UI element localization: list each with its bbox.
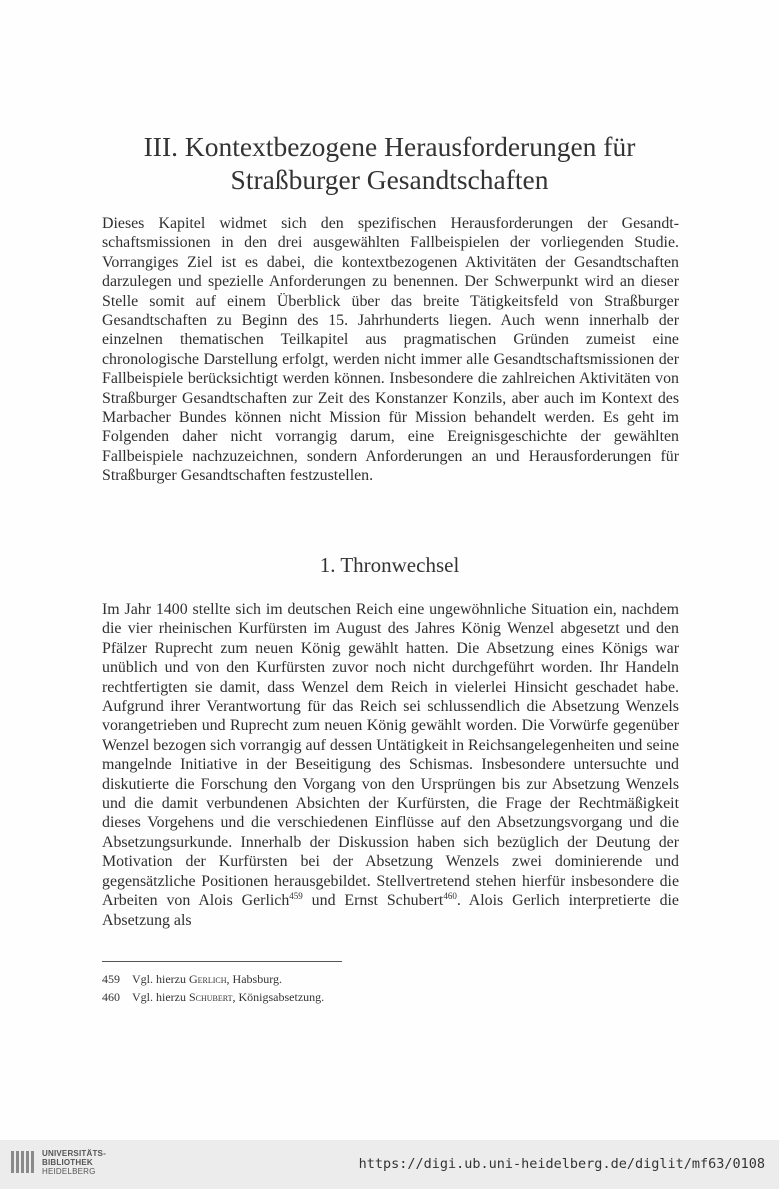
- intro-line: Schwerpunkt wird an dieser Stelle somit auf einem Überblick über das breite: [102, 273, 679, 310]
- body-line: Im Jahr 1400 stellte sich im deutschen Reich eine ungewöhnliche Situation ein,: [102, 601, 622, 618]
- intro-line: sandtschaften zur Zeit des Konstanzer Konzils, aber auch im Kontext des Mar: [102, 389, 680, 427]
- text-segment: und Ernst Schubert: [302, 892, 444, 910]
- author-gerlich: Gerlich: [241, 892, 290, 910]
- intro-line: schaftsmissionen in den drei ausgewählten Fallbeispielen der vorliegenden: [102, 234, 635, 252]
- footnote-post: , Habsburg.: [226, 972, 282, 986]
- body-line: tersuchte und diskutierte die Forschung den Vorgang von den Ursprüngen bis: [102, 756, 679, 793]
- body-line: setzung eines Königs war unüblich und von den Kurfürsten zuvor noch nicht: [102, 639, 680, 677]
- intro-line: Tätigkeitsfeld von Straßburger Gesandtschaften zu Beginn des 15. Jahrhunderts: [102, 292, 680, 330]
- footnote-number: 460: [102, 990, 120, 1004]
- intro-line: Folgenden daher nicht vorrangig darum, eine Ereignisgeschichte der gewählten: [102, 428, 679, 446]
- body-line: seine mangelnde Initiative in der Beseitigung des Schismas. Insbesondere un: [102, 736, 679, 774]
- footnote-text: [132, 988, 324, 1006]
- body-line: zur Absetzung Wenzels und die damit verbundenen Absichten der Kurfürsten,: [102, 775, 680, 813]
- intro-line: nicht immer alle Gesandtschaftsmissionen der Fallbeispiele berücksichtigt wer: [102, 350, 679, 388]
- intro-line: Dieses Kapitel widmet sich den spezifischen Herausforderungen der Gesandt: [102, 215, 679, 232]
- footnote-author: Schubert: [188, 990, 233, 1004]
- body-line: das Reich sei schlussendlich die Absetzung Wenzels vorangetrieben und Ru: [102, 698, 679, 735]
- intro-line: rungen für Straßburger Gesandtschaften festzustellen.: [102, 447, 679, 485]
- footnote-pre: Vgl. hierzu: [132, 990, 189, 1004]
- footnote-ref-460[interactable]: 460: [443, 891, 457, 902]
- intro-line: Studie. Vorrangiges Ziel ist es dabei, die kontextbezogenen Aktivitäten der Ge: [102, 234, 679, 271]
- footnotes: [102, 970, 679, 1006]
- intro-line: matischen Gründen zumeist eine chronologische Darstellung erfolgt, werden: [102, 331, 679, 368]
- body-line: kussion haben sich bezüglich der Deutung der Motivation der Kurfürsten bei der: [102, 833, 679, 871]
- body-line: bezogen sich vorrangig auf dessen Untätigkeit in Reichsangelegenheiten und: [153, 736, 647, 754]
- logo-line: UNIVERSITÄTS-: [42, 1148, 106, 1158]
- section-title: 1. Thronwechsel: [319, 553, 460, 577]
- body-line: abgesetzt und den Pfälzer Ruprecht zum neuen König gewählt hatten. Die Ab: [102, 620, 679, 657]
- logo-line: HEIDELBERG: [42, 1166, 96, 1176]
- intro-line: den können. Insbesondere die zahlreichen Aktivitäten von Straßburger Ge: [102, 370, 679, 407]
- library-logo-text: [42, 1149, 106, 1176]
- logo-line: BIBLIOTHEK: [42, 1157, 93, 1167]
- library-logo[interactable]: [10, 1148, 106, 1176]
- intro-line: bacher Bundes können nicht Mission für Mission behandelt werden. Es geht im: [128, 409, 679, 427]
- footnote-divider: [102, 961, 342, 962]
- chapter-title-line-1: III. Kontextbezogene Herausforderungen für: [143, 131, 636, 162]
- body-paragraph: [102, 600, 679, 930]
- body-line: auf den Absetzungsvorgang und die Absetzungsurkunde. Innerhalb der Dis: [102, 814, 679, 851]
- footnote-text: [132, 970, 282, 988]
- body-line: precht zum neuen König gewählt worden. Die Vorwürfe gegenüber Wenzel: [102, 717, 679, 754]
- body-line: gebildet. Stellvertretend stehen hierfür insbesondere die Arbeiten von Alois: [102, 872, 679, 910]
- footnote-number: 459: [102, 972, 120, 986]
- body-line: die Frage der Rechtmäßigkeit dieses Vorgehens und die verschiedenen Einflüsse: [102, 795, 679, 832]
- footnote-post: , Königsabsetzung.: [232, 990, 325, 1004]
- library-logo-icon: [10, 1148, 36, 1176]
- footnote-author: Gerlich: [188, 972, 227, 986]
- footnote-ref-459[interactable]: 459: [289, 891, 303, 902]
- body-line: Reich in vielerlei Hinsicht geschadet habe. Aufgrund ihrer Verantwortung für: [102, 678, 679, 716]
- footnote: [102, 970, 679, 988]
- body-line: Absetzung Wenzels zwei dominierende und gegensätzliche Positionen heraus: [102, 853, 679, 890]
- body-line: durchgeführt worden. Ihr Handeln rechtfertigten sie damit, dass Wenzel dem: [102, 659, 679, 696]
- chapter-title-line-2: Straßburger Gesandtschaften: [230, 164, 549, 195]
- footnote-pre: Vgl. hierzu: [132, 972, 189, 986]
- text-segment: . Alois Gerlich interpretierte die Absetzung als: [102, 892, 679, 929]
- intro-line: liegen. Auch wenn innerhalb der einzelnen thematischen Teilkapitel aus prag: [102, 312, 679, 349]
- permalink-url[interactable]: https://digi.ub.uni-heidelberg.de/diglit/mf63/0108: [358, 1156, 765, 1172]
- body-line: nachdem die vier rheinischen Kurfürsten im August des Jahres König Wenzel: [102, 601, 679, 638]
- footnote: [102, 988, 679, 1006]
- intro-line: Fallbeispiele nachzuzeichnen, sondern Anforderungen an und Herausforde: [102, 447, 608, 465]
- intro-line: sandtschaften darzulegen und spezielle Anforderungen zu benennen. Der: [102, 253, 679, 291]
- intro-paragraph: [102, 214, 679, 486]
- chapter-title: [90, 130, 689, 196]
